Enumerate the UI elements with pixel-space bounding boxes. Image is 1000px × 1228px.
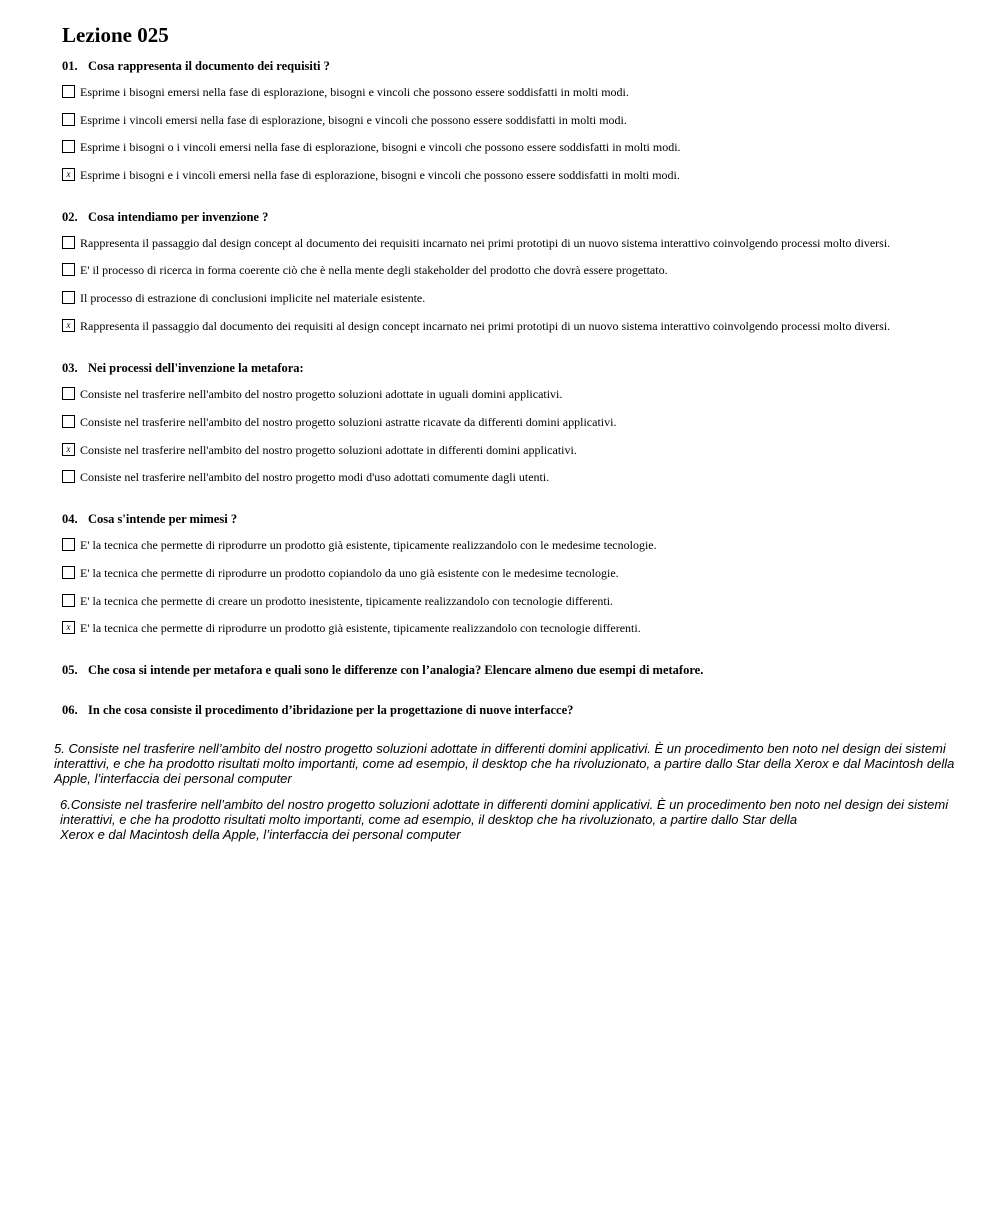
checkbox[interactable] bbox=[62, 85, 75, 98]
question-text: Nei processi dell'invenzione la metafora: bbox=[88, 361, 304, 375]
answer-line: interattivi, e che ha prodotto risultati molto importanti, come ad esempio, il desktop che ha rivoluzionato, a partire dallo Star della bbox=[60, 812, 798, 827]
option-text: Consiste nel trasferire nell'ambito del nostro progetto soluzioni adottate in uguali domini applicativi. bbox=[80, 387, 563, 401]
answer-option[interactable] bbox=[62, 112, 992, 128]
option-text: Esprime i bisogni emersi nella fase di esplorazione, bisogni e vincoli che possono essere soddisfatti in molti modi. bbox=[80, 85, 629, 99]
answer-line: Xerox e dal Macintosh della Apple, l’interfaccia dei personal computer bbox=[60, 827, 461, 842]
answer-line: 5. Consiste nel trasferire nell’ambito del nostro progetto soluzioni adottate in differenti domini applicativi. È un procedimento ben noto nel design dei sistemi bbox=[54, 741, 946, 756]
answer-text-6 bbox=[60, 797, 1000, 842]
option-text: E' la tecnica che permette di riprodurre un prodotto copiandolo da uno già esistente con le medesime tecnologie. bbox=[80, 566, 619, 580]
checkbox[interactable] bbox=[62, 236, 75, 249]
question-number: 05. bbox=[62, 663, 78, 677]
checkbox[interactable] bbox=[62, 263, 75, 276]
answer-option[interactable] bbox=[62, 84, 992, 100]
answer-option[interactable] bbox=[62, 537, 992, 553]
answer-option[interactable] bbox=[62, 235, 992, 251]
option-text: Consiste nel trasferire nell'ambito del nostro progetto modi d'uso adottati comumente dagli utenti. bbox=[80, 470, 550, 484]
question-text: In che cosa consiste il procedimento d’ibridazione per la progettazione di nuove interfacce? bbox=[88, 703, 574, 717]
checkbox[interactable] bbox=[62, 538, 75, 551]
question-text: Cosa rappresenta il documento dei requisiti ? bbox=[88, 59, 330, 73]
answer-option[interactable] bbox=[62, 262, 992, 278]
checkbox[interactable] bbox=[62, 113, 75, 126]
checkbox-checked[interactable]: x bbox=[62, 621, 75, 634]
checkbox-checked[interactable]: x bbox=[62, 168, 75, 181]
option-text: Esprime i bisogni o i vincoli emersi nella fase di esplorazione, bisogni e vincoli che possono essere soddisfatti in molti modi. bbox=[80, 140, 681, 154]
checkbox[interactable] bbox=[62, 566, 75, 579]
option-text: E' il processo di ricerca in forma coerente ciò che è nella mente degli stakeholder del prodotto che dovrà essere progettato. bbox=[80, 263, 668, 277]
option-text: E' la tecnica che permette di riprodurre un prodotto già esistente, tipicamente realizzandolo con le medesime tecnologie. bbox=[80, 538, 657, 552]
question-number: 04. bbox=[62, 512, 78, 526]
answer-option[interactable] bbox=[62, 290, 992, 306]
answer-line: 6.Consiste nel trasferire nell’ambito del nostro progetto soluzioni adottate in differenti domini applicativi. È un procedimento ben noto nel design dei sistemi bbox=[60, 797, 949, 812]
option-text: Esprime i bisogni e i vincoli emersi nella fase di esplorazione, bisogni e vincoli che possono essere soddisfatti in molti modi. bbox=[80, 168, 680, 182]
checkbox[interactable] bbox=[62, 470, 75, 483]
answer-option[interactable] bbox=[62, 139, 992, 155]
checkbox[interactable] bbox=[62, 415, 75, 428]
question-text: Che cosa si intende per metafora e quali sono le differenze con l’analogia? Elencare almeno due esempi di metafore. bbox=[88, 663, 704, 677]
checkbox[interactable] bbox=[62, 594, 75, 607]
question-text: Cosa intendiamo per invenzione ? bbox=[88, 210, 269, 224]
question-04 bbox=[62, 511, 992, 527]
question-03 bbox=[62, 360, 992, 376]
answer-option[interactable] bbox=[62, 442, 992, 458]
answer-option[interactable] bbox=[62, 593, 992, 609]
checkbox[interactable] bbox=[62, 291, 75, 304]
checkbox-checked[interactable]: x bbox=[62, 443, 75, 456]
option-text: Consiste nel trasferire nell'ambito del nostro progetto soluzioni adottate in differenti domini applicativi. bbox=[80, 443, 577, 457]
answer-option[interactable] bbox=[62, 318, 992, 334]
answer-line: Apple, l’interfaccia dei personal computer bbox=[54, 771, 292, 786]
question-01 bbox=[62, 58, 992, 74]
checkbox[interactable] bbox=[62, 387, 75, 400]
question-number: 06. bbox=[62, 703, 78, 717]
question-05 bbox=[62, 662, 992, 678]
answer-text-5 bbox=[54, 741, 994, 786]
option-text: Il processo di estrazione di conclusioni implicite nel materiale esistente. bbox=[80, 291, 426, 305]
question-number: 03. bbox=[62, 361, 78, 375]
answer-option[interactable] bbox=[62, 620, 992, 636]
option-text: E' la tecnica che permette di creare un prodotto inesistente, tipicamente realizzandolo con tecnologie differenti. bbox=[80, 594, 614, 608]
checkbox[interactable] bbox=[62, 140, 75, 153]
question-number: 02. bbox=[62, 210, 78, 224]
option-text: Rappresenta il passaggio dal design concept al documento dei requisiti incarnato nei primi prototipi di un nuovo sistema interattivo coinvolgendo processi molto diversi. bbox=[80, 236, 891, 250]
answer-line: interattivi, e che ha prodotto risultati molto importanti, come ad esempio, il desktop che ha rivoluzionato, a partire dallo Star della Xerox e dal Macintosh della bbox=[54, 756, 955, 771]
option-text: Rappresenta il passaggio dal documento dei requisiti al design concept incarnato nei primi prototipi di un nuovo sistema interattivo coinvolgendo processi molto diversi. bbox=[80, 319, 891, 333]
checkbox-checked[interactable]: x bbox=[62, 319, 75, 332]
answer-option[interactable] bbox=[62, 414, 992, 430]
question-number: 01. bbox=[62, 59, 78, 73]
option-text: Esprime i vincoli emersi nella fase di esplorazione, bisogni e vincoli che possono essere soddisfatti in molti modi. bbox=[80, 113, 627, 127]
answer-option[interactable] bbox=[62, 565, 992, 581]
option-text: E' la tecnica che permette di riprodurre un prodotto già esistente, tipicamente realizzandolo con tecnologie differenti. bbox=[80, 621, 641, 635]
option-text: Consiste nel trasferire nell'ambito del nostro progetto soluzioni astratte ricavate da differenti domini applicativi. bbox=[80, 415, 617, 429]
answer-option[interactable] bbox=[62, 469, 992, 485]
answer-option[interactable] bbox=[62, 167, 992, 183]
question-06 bbox=[62, 702, 992, 718]
page-title: Lezione 025 bbox=[62, 23, 169, 47]
question-02 bbox=[62, 209, 992, 225]
question-text: Cosa s'intende per mimesi ? bbox=[88, 512, 238, 526]
answer-option[interactable] bbox=[62, 386, 992, 402]
